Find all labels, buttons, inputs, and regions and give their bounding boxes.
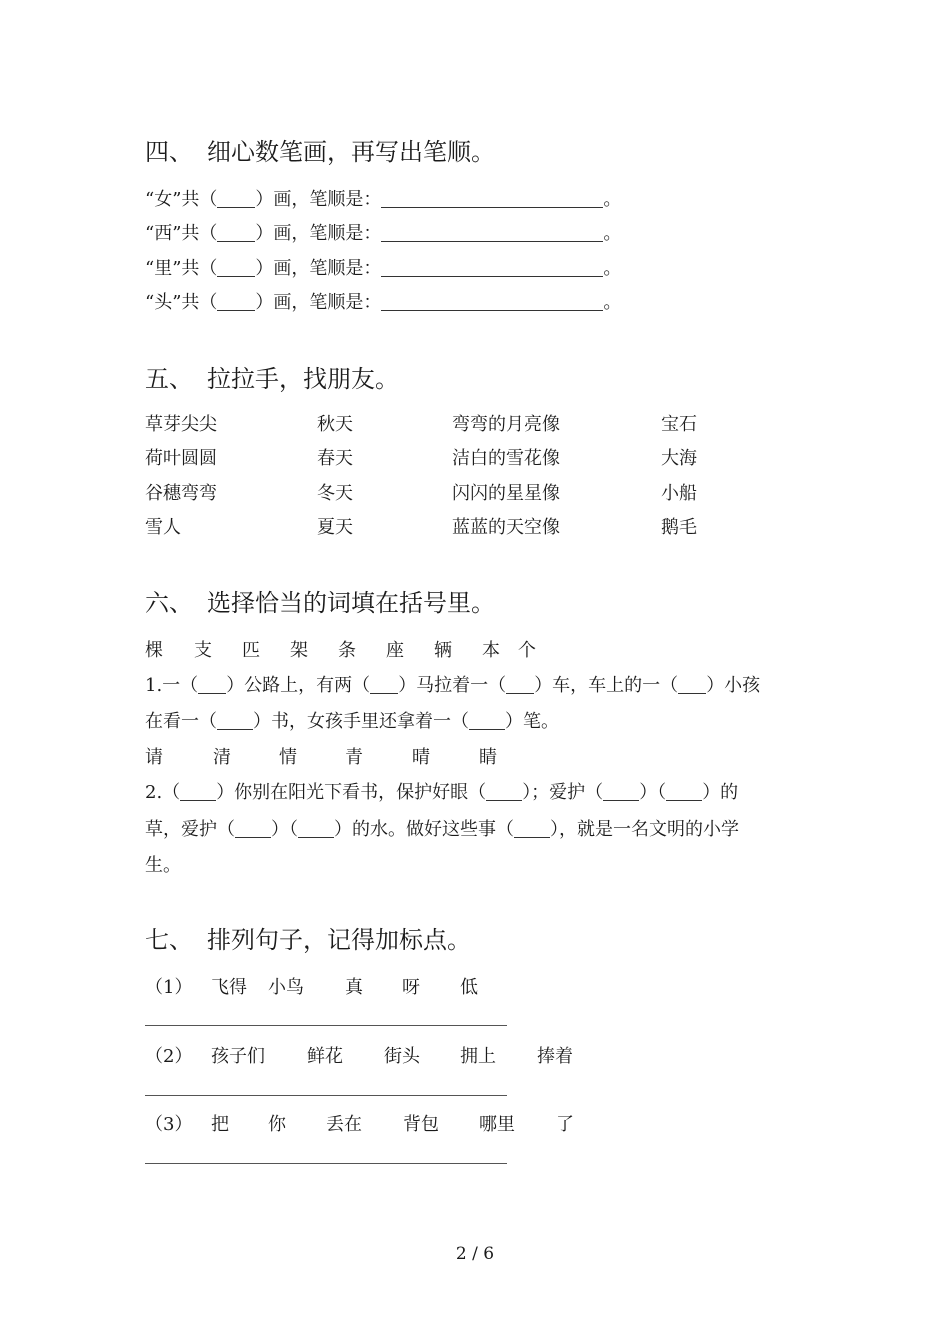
word-bank-2-item: 清	[213, 747, 231, 768]
section-7-number: 七、	[145, 926, 193, 954]
match-col2-item[interactable]: 秋天	[317, 414, 353, 435]
stroke-count-blank[interactable]	[217, 258, 255, 277]
word-bank-2-item: 睛	[479, 747, 497, 768]
stroke-row-3	[145, 254, 621, 280]
section-7-heading	[145, 920, 471, 955]
word-bank-1-item: 座	[386, 640, 404, 661]
section-5-title: 拉拉手，找朋友。	[207, 365, 399, 393]
word-bank-1-item: 条	[338, 640, 356, 661]
word-bank-1-item: 架	[290, 640, 308, 661]
question-2-line-2	[145, 815, 739, 841]
fill-blank[interactable]	[298, 819, 334, 838]
question-2-line-1	[145, 778, 738, 804]
match-col4-item[interactable]: 鹅毛	[661, 517, 697, 538]
match-col3-item[interactable]: 弯弯的月亮像	[452, 414, 560, 435]
question-text: ）车，车上的一（	[534, 675, 679, 696]
match-col1-item[interactable]: 荷叶圆圆	[145, 448, 217, 469]
sentence-2-word: 街头	[384, 1046, 420, 1067]
fill-blank[interactable]	[180, 782, 216, 801]
stroke-count-blank[interactable]	[217, 292, 255, 311]
match-col2-item[interactable]: 冬天	[317, 483, 353, 504]
question-2-line-3	[145, 851, 181, 877]
stroke-order-blank[interactable]	[381, 258, 603, 277]
question-text: 1.一（	[145, 675, 199, 696]
word-bank-1-item: 辆	[434, 640, 452, 661]
match-col4-item[interactable]: 宝石	[661, 414, 697, 435]
sentence-1-word: 飞得	[211, 977, 247, 998]
sentence-3-word: 把	[211, 1114, 229, 1135]
question-text: ），就是一名文明的小学	[550, 819, 739, 840]
sentence-3-word: 了	[556, 1114, 574, 1135]
fill-blank[interactable]	[217, 711, 253, 730]
row-text: ）画，笔顺是：	[255, 189, 382, 210]
question-1-line-2	[145, 707, 559, 733]
match-col3-item[interactable]: 蓝蓝的天空像	[452, 517, 560, 538]
question-1-line-1	[145, 671, 760, 697]
sentence-3-word: 背包	[403, 1114, 439, 1135]
fill-blank[interactable]	[469, 711, 505, 730]
word-bank-1-item: 个	[518, 640, 536, 661]
row-text: “西”共（	[145, 223, 218, 244]
word-bank-2-item: 情	[279, 747, 297, 768]
sentence-2-word: 捧着	[537, 1046, 573, 1067]
question-text: ）你别在阳光下看书，保护好眼（	[216, 782, 487, 803]
question-text: 2.（	[145, 782, 181, 803]
section-4-title: 细心数笔画，再写出笔顺。	[207, 138, 495, 166]
section-4-heading	[145, 132, 495, 167]
section-7-title: 排列句子，记得加标点。	[207, 926, 471, 954]
sentence-1-word: 真	[345, 977, 363, 998]
stroke-row-1	[145, 185, 621, 211]
answer-line-3[interactable]	[145, 1163, 507, 1164]
sentence-2-word: 鲜花	[307, 1046, 343, 1067]
match-col1-item[interactable]: 雪人	[145, 517, 181, 538]
sentence-3-word: 丢在	[326, 1114, 362, 1135]
question-text: ）的	[702, 782, 739, 803]
question-text: ）；爱护（	[522, 782, 604, 803]
word-bank-1-item: 支	[194, 640, 212, 661]
fill-blank[interactable]	[603, 782, 639, 801]
sentence-3-label: （3）	[145, 1114, 193, 1135]
sentence-3-word: 哪里	[479, 1114, 515, 1135]
fill-blank[interactable]	[198, 675, 226, 694]
fill-blank[interactable]	[666, 782, 702, 801]
word-bank-1-item: 本	[482, 640, 500, 661]
section-6-heading	[145, 583, 495, 618]
word-bank-1-item: 匹	[242, 640, 260, 661]
sentence-1-label: （1）	[145, 977, 193, 998]
word-bank-2-item: 晴	[412, 747, 430, 768]
question-text: ）小孩	[706, 675, 761, 696]
stroke-order-blank[interactable]	[381, 223, 603, 242]
row-text: ）画，笔顺是：	[255, 223, 382, 244]
section-5-number: 五、	[145, 365, 193, 393]
fill-blank[interactable]	[514, 819, 550, 838]
row-text: “女”共（	[145, 189, 218, 210]
question-text: ）马拉着一（	[398, 675, 507, 696]
word-bank-1-item: 棵	[145, 640, 163, 661]
section-5-heading	[145, 359, 399, 394]
question-text: ）书，女孩手里还拿着一（	[253, 711, 469, 732]
row-text: 。	[603, 258, 622, 279]
stroke-count-blank[interactable]	[217, 189, 255, 208]
fill-blank[interactable]	[370, 675, 398, 694]
word-bank-2-item: 青	[345, 747, 363, 768]
sentence-3-word: 你	[268, 1114, 286, 1135]
section-4-number: 四、	[145, 138, 193, 166]
row-text: 。	[603, 223, 622, 244]
section-6-title: 选择恰当的词填在括号里。	[207, 589, 495, 617]
row-text: ）画，笔顺是：	[255, 292, 382, 313]
fill-blank[interactable]	[486, 782, 522, 801]
question-text: 在看一（	[145, 711, 217, 732]
question-text: ）（	[639, 782, 667, 803]
match-col3-item[interactable]: 闪闪的星星像	[452, 483, 560, 504]
page-number: 2 / 6	[455, 1244, 495, 1264]
stroke-order-blank[interactable]	[381, 189, 603, 208]
question-text: 草，爱护（	[145, 819, 235, 840]
word-bank-2-item: 请	[145, 747, 163, 768]
answer-line-1[interactable]	[145, 1025, 507, 1026]
section-6-number: 六、	[145, 589, 193, 617]
sentence-2-word: 孩子们	[211, 1046, 265, 1067]
match-col2-item[interactable]: 夏天	[317, 517, 353, 538]
row-text: “头”共（	[145, 292, 218, 313]
question-text: ）的水。做好这些事（	[334, 819, 514, 840]
sentence-1-word: 小鸟	[268, 977, 304, 998]
stroke-row-4	[145, 288, 621, 314]
match-col4-item[interactable]: 小船	[661, 483, 697, 504]
match-col2-item[interactable]: 春天	[317, 448, 353, 469]
question-text: ）笔。	[505, 711, 559, 732]
fill-blank[interactable]	[506, 675, 534, 694]
question-text: 生。	[145, 855, 181, 876]
stroke-count-blank[interactable]	[217, 223, 255, 242]
match-col3-item[interactable]: 洁白的雪花像	[452, 448, 560, 469]
fill-blank[interactable]	[678, 675, 706, 694]
question-text: ）公路上，有两（	[226, 675, 371, 696]
answer-line-2[interactable]	[145, 1095, 507, 1096]
sentence-1-word: 低	[460, 977, 478, 998]
fill-blank[interactable]	[235, 819, 271, 838]
row-text: 。	[603, 189, 622, 210]
row-text: “里”共（	[145, 258, 218, 279]
match-col1-item[interactable]: 谷穗弯弯	[145, 483, 217, 504]
stroke-row-2	[145, 219, 621, 245]
sentence-2-word: 拥上	[460, 1046, 496, 1067]
row-text: 。	[603, 292, 622, 313]
question-text: ）（	[271, 819, 298, 840]
stroke-order-blank[interactable]	[381, 292, 603, 311]
match-col4-item[interactable]: 大海	[661, 448, 697, 469]
sentence-1-word: 呀	[402, 977, 420, 998]
sentence-2-label: （2）	[145, 1046, 193, 1067]
row-text: ）画，笔顺是：	[255, 258, 382, 279]
match-col1-item[interactable]: 草芽尖尖	[145, 414, 217, 435]
